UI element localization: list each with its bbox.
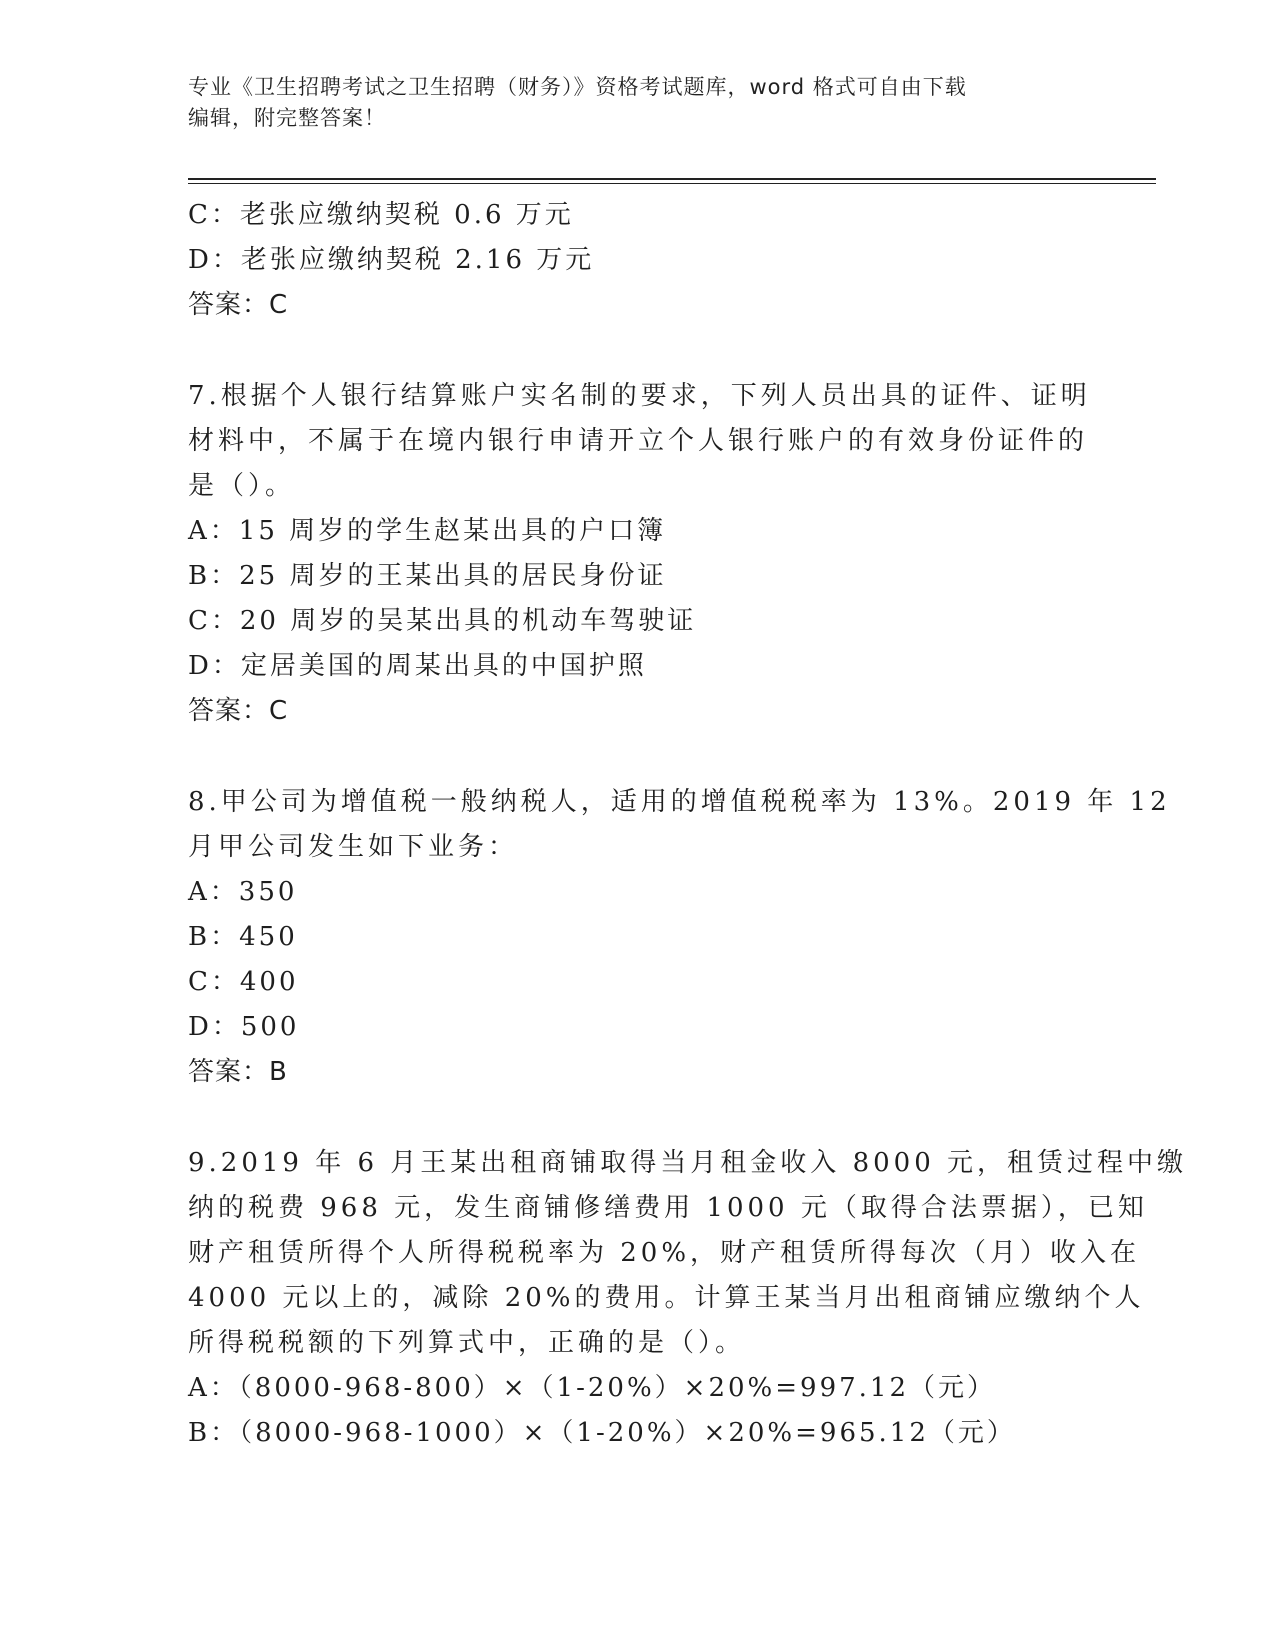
q7-line-2: 材料中，不属于在境内银行申请开立个人银行账户的有效身份证件的 xyxy=(188,426,1089,456)
q8-option-b: B：450 xyxy=(188,922,298,952)
q6-option-d: D：老张应缴纳契税 2.16 万元 xyxy=(188,245,595,275)
q8-answer: 答案：B xyxy=(188,1057,288,1087)
q7-answer: 答案：C xyxy=(188,696,289,726)
q8-option-a: A：350 xyxy=(188,877,298,907)
q8-line-2: 月甲公司发生如下业务： xyxy=(188,832,519,862)
q9-option-a: A：（8000-968-800）×（1-20%）×20%=997.12（元） xyxy=(188,1373,997,1403)
question-6-tail xyxy=(188,193,1088,328)
q9-option-b: B：（8000-968-1000）×（1-20%）×20%=965.12（元） xyxy=(188,1418,1016,1448)
header-rule-thin xyxy=(188,183,1156,184)
q9-line-3: 财产租赁所得个人所得税税率为 20%，财产租赁所得每次（月）收入在 xyxy=(188,1238,1141,1268)
q8-text xyxy=(188,780,1171,870)
question-9 xyxy=(188,1141,1188,1456)
q6-answer: 答案：C xyxy=(188,290,289,320)
q7-option-d: D：定居美国的周某出具的中国护照 xyxy=(188,651,647,681)
q8-option-d: D：500 xyxy=(188,1012,300,1042)
header-rule-thick xyxy=(188,178,1156,180)
q7-option-b: B：25 周岁的王某出具的居民身份证 xyxy=(188,561,667,591)
question-7 xyxy=(188,374,1091,734)
q9-line-5: 所得税税额的下列算式中，正确的是（）。 xyxy=(188,1328,746,1358)
question-8 xyxy=(188,780,1171,1095)
q9-line-4: 4000 元以上的，减除 20%的费用。计算王某当月出租商铺应缴纳个人 xyxy=(188,1283,1145,1313)
q9-line-1: 9.2019 年 6 月王某出租商铺取得当月租金收入 8000 元，租赁过程中缴 xyxy=(188,1148,1188,1178)
spacer xyxy=(188,328,1088,374)
header-line-2: 编辑，附完整答案！ xyxy=(188,106,386,130)
q9-line-2: 纳的税费 968 元，发生商铺修缮费用 1000 元（取得合法票据），已知 xyxy=(188,1193,1148,1223)
header-line-1: 专业《卫生招聘考试之卫生招聘（财务）》资格考试题库，word 格式可自由下载 xyxy=(188,75,967,99)
q7-option-c: C：20 周岁的吴某出具的机动车驾驶证 xyxy=(188,606,697,636)
q6-option-c: C：老张应缴纳契税 0.6 万元 xyxy=(188,200,574,230)
q8-line-1: 8.甲公司为增值税一般纳税人，适用的增值税税率为 13%。2019 年 12 xyxy=(188,787,1171,817)
q8-option-c: C：400 xyxy=(188,967,299,997)
q7-option-a: A：15 周岁的学生赵某出具的户口簿 xyxy=(188,516,667,546)
spacer xyxy=(188,1095,1088,1141)
q7-line-3: 是（）。 xyxy=(188,471,296,501)
spacer xyxy=(188,734,1088,780)
q9-text xyxy=(188,1141,1188,1366)
q7-text xyxy=(188,374,1091,509)
page-header xyxy=(188,72,1088,134)
q7-line-1: 7.根据个人银行结算账户实名制的要求，下列人员出具的证件、证明 xyxy=(188,381,1091,411)
document-body xyxy=(188,193,1188,1456)
